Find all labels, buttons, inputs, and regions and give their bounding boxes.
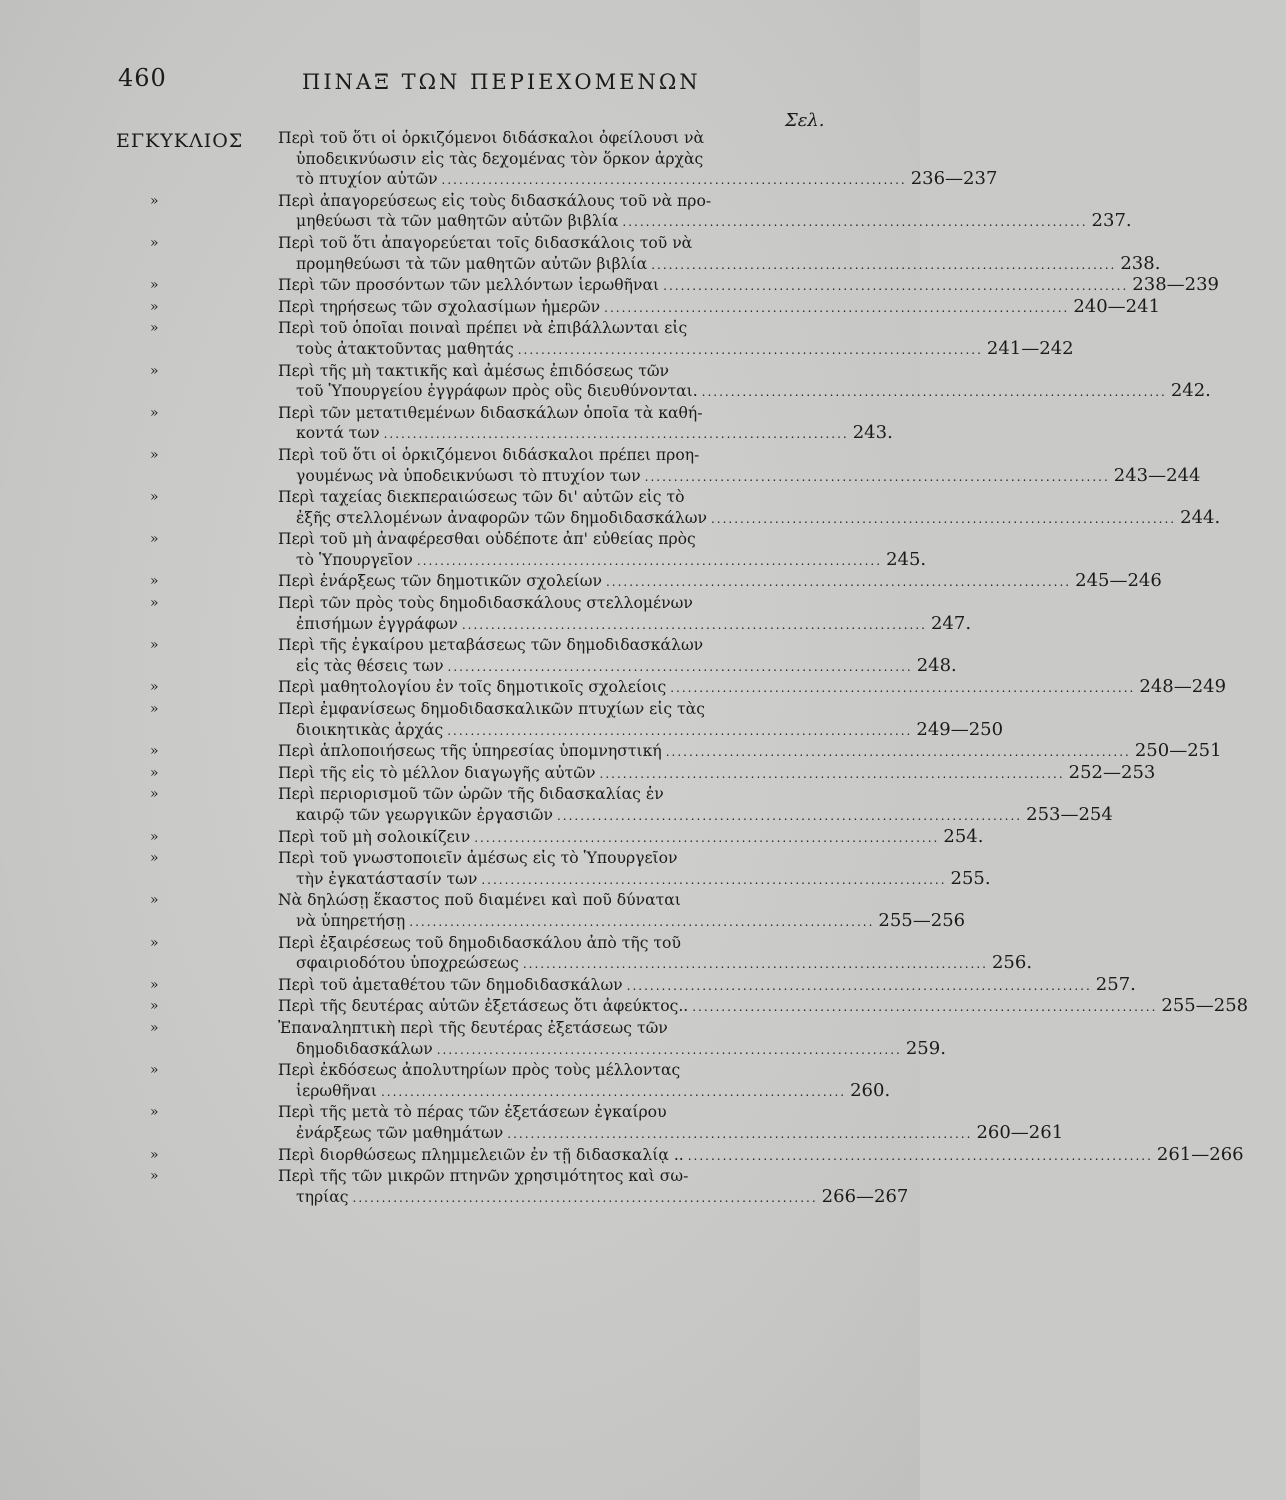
toc-entry-page: 248. (916, 654, 957, 676)
toc-entry-text: τὸ Ὑπουργεῖον (296, 550, 413, 569)
dot-leader: ................................................................................ (436, 1042, 902, 1057)
toc-entry-line (278, 422, 893, 445)
ditto-mark: » (150, 404, 159, 421)
dot-leader: ................................................................................ (481, 872, 947, 887)
toc-entry-line: Περὶ περιορισμοῦ τῶν ὡρῶν τῆς διδασκαλίας ἐν (278, 785, 664, 804)
toc-entry (150, 933, 1033, 975)
toc-entry-line (278, 804, 1113, 827)
ditto-mark: » (150, 1062, 159, 1079)
toc-entry-page: 255—256 (878, 909, 966, 931)
toc-entry-text: προμηθεύωσι τὰ τῶν μαθητῶν αὐτῶν βιβλία (296, 254, 648, 273)
dot-leader: ................................................................................ (701, 385, 1167, 400)
toc-entry (150, 233, 1161, 275)
ditto-mark: » (150, 595, 159, 612)
toc-entry-line (278, 973, 1136, 997)
toc-entry (150, 848, 991, 890)
toc-entry-text: Περὶ τοῦ ἀμεταθέτου τῶν δημοδιδασκάλων (278, 975, 623, 994)
toc-entry-page: 261—266 (1156, 1143, 1244, 1165)
toc-entry-text: τὴν ἐγκατάστασίν των (296, 869, 478, 888)
ditto-mark: » (150, 637, 159, 654)
toc-entry-page: 236—237 (910, 168, 998, 190)
toc-entry-line: Περὶ ἐκδόσεως ἀπολυτηρίων πρὸς τοὺς μέλλοντας (278, 1061, 681, 1080)
toc-entry-line: Περὶ ἀπαγορεύσεως εἰς τοὺς διδασκάλους τοῦ νὰ προ- (278, 191, 712, 210)
toc-entry-text: Περὶ διορθώσεως πλημμελειῶν ἐν τῇ διδασκαλίᾳ .. (278, 1145, 684, 1164)
dot-leader: ................................................................................ (604, 300, 1070, 315)
toc-entry-line: Περὶ ἐξαιρέσεως τοῦ δημοδιδασκάλου ἀπὸ τῆς τοῦ (278, 933, 681, 952)
toc-entry (150, 593, 972, 635)
toc-entry (150, 361, 1211, 403)
toc-entry-line (278, 1185, 909, 1209)
toc-entry-text: καιρῷ τῶν γεωργικῶν ἐργασιῶν (296, 806, 553, 824)
toc-entry (150, 487, 1221, 529)
toc-entry (150, 1018, 946, 1060)
dot-leader: ................................................................................ (687, 1148, 1153, 1163)
toc-entry (150, 1166, 909, 1208)
toc-entry (150, 761, 1156, 785)
toc-entry-page: 250—251 (1134, 740, 1222, 762)
ditto-mark: » (150, 850, 159, 867)
toc-entry (150, 825, 984, 849)
toc-entry-page: 260. (850, 1079, 891, 1101)
dot-leader: ................................................................................ (416, 553, 883, 568)
toc-entry-text: διοικητικὰς ἀρχάς (296, 720, 444, 739)
toc-entry-page: 241—242 (986, 337, 1074, 359)
toc-entry-line (278, 676, 1227, 699)
dot-leader: ................................................................................ (517, 342, 983, 357)
toc-entry (150, 635, 957, 677)
dot-leader: ................................................................................ (710, 511, 1177, 526)
toc-entry-text: τοὺς ἀτακτοῦντας μαθητάς (296, 339, 514, 358)
toc-entry-line: Περὶ ταχείας διεκπεραιώσεως τῶν δι' αὐτῶν εἰς τὸ (278, 488, 685, 507)
toc-entry-text: νὰ ὑπηρετήσῃ (296, 911, 406, 930)
toc-entry-page: 238. (1120, 252, 1161, 274)
toc-entry-line (278, 1121, 1064, 1145)
toc-entry-line (278, 654, 957, 678)
toc-entry-page: 253—254 (1026, 804, 1113, 825)
toc-entry-page: 259. (905, 1037, 946, 1059)
toc-entry-text: ἐπισήμων ἐγγράφων (296, 614, 458, 633)
toc-entry-line: Περὶ τοῦ ὅτι οἱ ὁρκιζόμενοι διδάσκαλοι ὀφείλουσι νὰ (278, 129, 704, 147)
ditto-mark: » (150, 320, 159, 337)
running-head: ΠΙΝΑΞ ΤΩΝ ΠΕΡΙΕΧΟΜΕΝΩΝ (302, 70, 701, 94)
toc-entry (150, 1143, 1244, 1167)
toc-entry (150, 973, 1136, 997)
toc-entry-text: τοῦ Ὑπουργείου ἐγγράφων πρὸς οὓς διευθύνονται. (296, 382, 698, 401)
toc-entry-text: εἰς τὰς θέσεις των (296, 656, 444, 675)
toc-entry-page: 242. (1170, 380, 1211, 402)
ditto-mark: » (150, 277, 159, 294)
toc-entry-page: 243—244 (1113, 464, 1201, 486)
toc-entry-text: τὸ πτυχίον αὐτῶν (296, 170, 438, 189)
toc-entry-page: 245—246 (1075, 570, 1162, 592)
toc-entry (150, 1060, 891, 1102)
toc-entry-page: 255—258 (1161, 995, 1249, 1017)
dot-leader: ................................................................................ (663, 279, 1129, 294)
dot-leader: ................................................................................ (605, 575, 1072, 590)
dot-leader: ................................................................................ (409, 914, 875, 929)
dot-leader: ................................................................................ (447, 723, 913, 738)
toc-entry-line (278, 740, 1222, 763)
toc-entry-text: τηρίας (296, 1187, 349, 1206)
toc-entry-line: Ἐπαναληπτικὴ περὶ τῆς δευτέρας ἐξετάσεως τῶν (278, 1018, 668, 1037)
toc-entry-line (278, 548, 927, 572)
dot-leader: ................................................................................ (665, 745, 1131, 760)
page-number: 460 (118, 64, 167, 92)
toc-entry-line (278, 1037, 946, 1061)
toc-entry (150, 318, 1074, 360)
dot-leader: ................................................................................ (447, 659, 913, 674)
toc-entry-line (278, 825, 984, 849)
toc-entry-page: 254. (943, 825, 984, 847)
ditto-mark: » (150, 743, 159, 760)
toc-entry-line (278, 252, 1161, 276)
section-label: ΕΓΚΥΚΛΙΟΣ (116, 130, 244, 152)
toc-entry-line (278, 168, 998, 191)
toc-entry-text: ἱερωθῆναι (296, 1081, 377, 1100)
ditto-mark: » (150, 976, 159, 993)
toc-entry-line: Περὶ τοῦ ὁποῖαι ποιναὶ πρέπει νὰ ἐπιβάλλωνται εἰς (278, 319, 688, 338)
toc-entry-text: Περὶ τῆς εἰς τὸ μέλλον διαγωγῆς αὐτῶν (278, 763, 596, 782)
ditto-mark: » (150, 234, 159, 251)
ditto-mark: » (150, 701, 159, 718)
toc-entry-line (278, 995, 1249, 1018)
toc-entry-page: 249—250 (916, 718, 1004, 740)
toc-entry-text: σφαιριοδότου ὑποχρεώσεως (296, 954, 519, 973)
toc-entry (150, 570, 1162, 593)
ditto-mark: » (150, 1104, 159, 1121)
toc-entry-page: 256. (991, 952, 1033, 974)
toc-entry-page: 240—241 (1073, 295, 1161, 317)
toc-entry-line: Περὶ τοῦ ὅτι ἀπαγορεύεται τοῖς διδασκάλοις τοῦ νὰ (278, 233, 693, 252)
ditto-mark: » (150, 828, 159, 845)
toc-entry (150, 128, 998, 191)
toc-entry (150, 699, 1004, 741)
toc-entry (150, 191, 1132, 233)
toc-entry-page: 257. (1095, 973, 1136, 995)
toc-entry-line (278, 909, 966, 933)
toc-entry-text: δημοδιδασκάλων (296, 1039, 433, 1058)
toc-entry-line (278, 718, 1004, 742)
dot-leader: ................................................................................ (626, 978, 1092, 993)
toc-entry-text: ἐνάρξεως τῶν μαθημάτων (296, 1123, 504, 1142)
ditto-mark: » (150, 679, 159, 696)
toc-entry-text: γουμένως νὰ ὑποδεικνύωσι τὸ πτυχίον των (296, 466, 641, 485)
toc-entry-text: Περὶ τηρήσεως τῶν σχολασίμων ἡμερῶν (278, 297, 601, 316)
dot-leader: ................................................................................ (622, 215, 1088, 230)
toc-entry-line (278, 612, 972, 636)
toc-entry-text: μηθεύωσι τὰ τῶν μαθητῶν αὐτῶν βιβλία (296, 212, 619, 231)
toc-entry-line (278, 464, 1201, 488)
dot-leader: ................................................................................ (556, 809, 1023, 823)
toc-entry (150, 740, 1222, 763)
dot-leader: ................................................................................ (380, 1084, 847, 1099)
toc-entry-line (278, 295, 1161, 319)
toc-entry-line (278, 761, 1156, 785)
dot-leader: ................................................................................ (352, 1190, 818, 1205)
toc-entry-page: 238—239 (1132, 274, 1220, 296)
toc-entry-page: 255. (950, 867, 991, 889)
toc-entry-page: 252—253 (1068, 761, 1156, 783)
toc-entry-line: Περὶ τοῦ γνωστοποιεῖν ἀμέσως εἰς τὸ Ὑπουργεῖον (278, 849, 678, 868)
toc-entry (150, 995, 1249, 1018)
toc-entry-page: 260—261 (976, 1121, 1064, 1143)
page-column-header: Σελ. (785, 110, 825, 131)
toc-entry (150, 274, 1220, 297)
toc-entry-text: Περὶ τοῦ μὴ σολοικίζειν (278, 827, 471, 846)
toc-entry (150, 890, 966, 932)
toc-entry-line: Νὰ δηλώσῃ ἕκαστος ποῦ διαμένει καὶ ποῦ δύναται (278, 891, 681, 910)
ditto-mark: » (150, 1168, 159, 1185)
ditto-mark: » (150, 298, 159, 315)
toc-entry-line (278, 210, 1132, 233)
toc-entry-text: Περὶ ἁπλοποιήσεως τῆς ὑπηρεσίας ὑπομνηστική (278, 742, 662, 761)
ditto-mark: » (150, 362, 159, 379)
ditto-mark: » (150, 934, 159, 951)
ditto-mark: » (150, 192, 159, 209)
toc-entry-page: 266—267 (821, 1185, 909, 1207)
toc-entry-line (278, 867, 991, 891)
toc-entry-line (278, 1079, 891, 1103)
toc-entry-text: Περὶ τῆς δευτέρας αὐτῶν ἐξετάσεως ὅτι ἀφεύκτος.. (278, 997, 689, 1016)
toc-entry-line: Περὶ τῆς μετὰ τὸ πέρας τῶν ἐξετάσεων ἐγκαίρου (278, 1103, 667, 1122)
toc-entry-line (278, 570, 1162, 593)
toc-entry-line: Περὶ τῆς ἐγκαίρου μεταβάσεως τῶν δημοδιδασκάλων (278, 636, 704, 655)
toc-entry-line (278, 274, 1220, 297)
dot-leader: ................................................................................ (644, 469, 1110, 484)
toc-entry-line (278, 337, 1074, 361)
toc-entry (150, 445, 1201, 487)
toc-entry (150, 784, 1113, 826)
toc-entry-text: ἐξῆς στελλομένων ἀναφορῶν τῶν δημοδιδασκάλων (296, 508, 707, 527)
ditto-mark: » (150, 1019, 159, 1036)
ditto-mark: » (150, 1146, 159, 1163)
toc-entry-line (278, 380, 1211, 403)
toc-entry-text: Περὶ τῶν προσόντων τῶν μελλόντων ἱερωθῆναι (278, 276, 660, 295)
ditto-mark: » (150, 573, 159, 590)
dot-leader: ................................................................................ (670, 681, 1136, 696)
dot-leader: ................................................................................ (522, 957, 988, 972)
toc-entry-line (278, 1143, 1244, 1167)
toc-entry-line: Περὶ τοῦ ὅτι οἱ ὁρκιζόμενοι διδάσκαλοι πρέπει προη- (278, 445, 700, 464)
ditto-mark: » (150, 786, 159, 803)
toc-entry (150, 529, 927, 571)
toc-entry-line: Περὶ τοῦ μὴ ἀναφέρεσθαι οὐδέποτε ἀπ' εὐθείας πρὸς (278, 530, 696, 549)
toc-entry-page: 245. (886, 548, 927, 570)
toc-entry-line (278, 506, 1221, 530)
toc-entry (150, 295, 1161, 319)
dot-leader: ................................................................................ (441, 173, 907, 188)
toc-entry-line: Περὶ τῶν μετατιθεμένων διδασκάλων ὁποῖα τὰ καθή- (278, 403, 703, 422)
toc-entry-line: Περὶ τῆς τῶν μικρῶν πτηνῶν χρησιμότητος καὶ σω- (278, 1167, 689, 1186)
toc-entry-line (278, 952, 1033, 975)
toc-entry-text: Περὶ μαθητολογίου ἐν τοῖς δημοτικοῖς σχολείοις (278, 678, 667, 697)
toc-entry (150, 676, 1227, 699)
toc-entry-line: ὑποδεικνύωσιν εἰς τὰς δεχομένας τὸν ὅρκον ἀρχὰς (296, 149, 704, 168)
ditto-mark: » (150, 998, 159, 1015)
toc-entry-line: Περὶ ἐμφανίσεως δημοδιδασκαλικῶν πτυχίων εἰς τὰς (278, 700, 705, 719)
dot-leader: ................................................................................ (461, 617, 927, 632)
toc-entry-text: κοντά των (296, 424, 380, 443)
ditto-mark: » (150, 446, 159, 463)
toc-entry (150, 1102, 1064, 1144)
toc-entry-text: Περὶ ἐνάρξεως τῶν δημοτικῶν σχολείων (278, 572, 602, 591)
toc-entry-line: Περὶ τῶν πρὸς τοὺς δημοδιδασκάλους στελλομένων (278, 594, 693, 613)
dot-leader: ................................................................................ (599, 766, 1065, 781)
toc-entry-line: Περὶ τῆς μὴ τακτικῆς καὶ ἀμέσως ἐπιδόσεως τῶν (278, 361, 670, 380)
dot-leader: ................................................................................ (474, 830, 940, 845)
ditto-mark: » (150, 531, 159, 548)
toc-entry-list (150, 128, 1249, 1208)
dot-leader: ................................................................................ (651, 257, 1117, 272)
ditto-mark: » (150, 764, 159, 781)
dot-leader: ................................................................................ (692, 1000, 1158, 1015)
dot-leader: ................................................................................ (507, 1126, 973, 1141)
toc-entry-page: 247. (930, 612, 972, 634)
toc-entry-page: 244. (1180, 506, 1221, 528)
ditto-mark: » (150, 489, 159, 506)
toc-entry-page: 243. (852, 422, 893, 444)
toc-entry-page: 248—249 (1139, 676, 1227, 698)
dot-leader: ................................................................................ (383, 427, 849, 442)
toc-entry-page: 237. (1091, 210, 1132, 232)
ditto-mark: » (150, 892, 159, 909)
toc-entry (150, 403, 893, 445)
